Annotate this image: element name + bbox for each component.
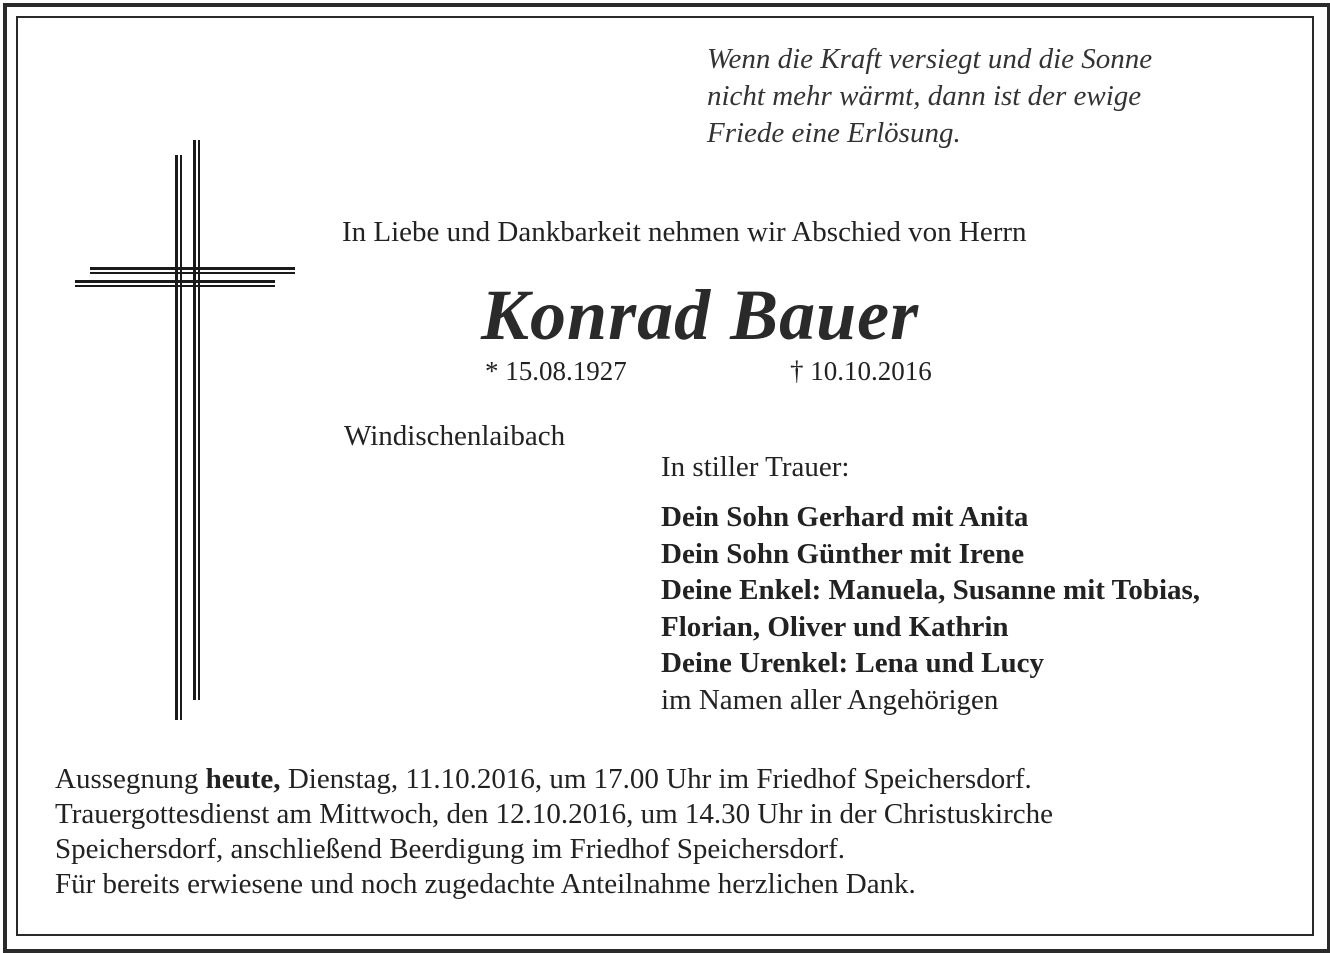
mourners-intro: In stiller Trauer: (661, 451, 850, 483)
hometown: Windischenlaibach (344, 420, 566, 452)
cross-icon (70, 135, 300, 725)
footer-line1-prefix: Aussegnung (55, 763, 206, 795)
mourners-list (661, 499, 1200, 718)
birth-date: * 15.08.1927 (485, 356, 627, 386)
mourner-line: Florian, Oliver und Kathrin (661, 610, 1009, 643)
footer-line (55, 762, 1053, 797)
mourner-line: Dein Sohn Günther mit Irene (661, 537, 1025, 570)
mourner-line: Deine Enkel: Manuela, Susanne mit Tobias, (661, 574, 1201, 606)
quote-line: Wenn die Kraft versiegt und die Sonne (707, 43, 1153, 75)
footer-line: Für bereits erwiesene und noch zugedachte Anteilnahme herzlichen Dank. (55, 868, 916, 900)
death-date: † 10.10.2016 (790, 356, 932, 386)
footer-line1-bold: heute, (205, 763, 281, 795)
footer-line: Trauergottesdienst am Mittwoch, den 12.10.2016, um 14.30 Uhr in der Christuskirche (55, 798, 1053, 830)
deceased-name: Konrad Bauer (481, 275, 920, 355)
mourner-line: Dein Sohn Gerhard mit Anita (661, 501, 1029, 533)
footer-line1-rest: Dienstag, 11.10.2016, um 17.00 Uhr im Friedhof Speichersdorf. (280, 763, 1032, 795)
quote-line: nicht mehr wärmt, dann ist der ewige (707, 80, 1142, 112)
mourners-closing: im Namen aller Angehörigen (661, 683, 999, 716)
service-info (55, 762, 1053, 902)
quote (707, 41, 1267, 152)
quote-line: Friede eine Erlösung. (707, 117, 961, 149)
mourner-line: Deine Urenkel: Lena und Lucy (661, 647, 1044, 679)
intro-text: In Liebe und Dankbarkeit nehmen wir Abschied von Herrn (342, 216, 1027, 248)
footer-line: Speichersdorf, anschließend Beerdigung im Friedhof Speichersdorf. (55, 833, 846, 865)
